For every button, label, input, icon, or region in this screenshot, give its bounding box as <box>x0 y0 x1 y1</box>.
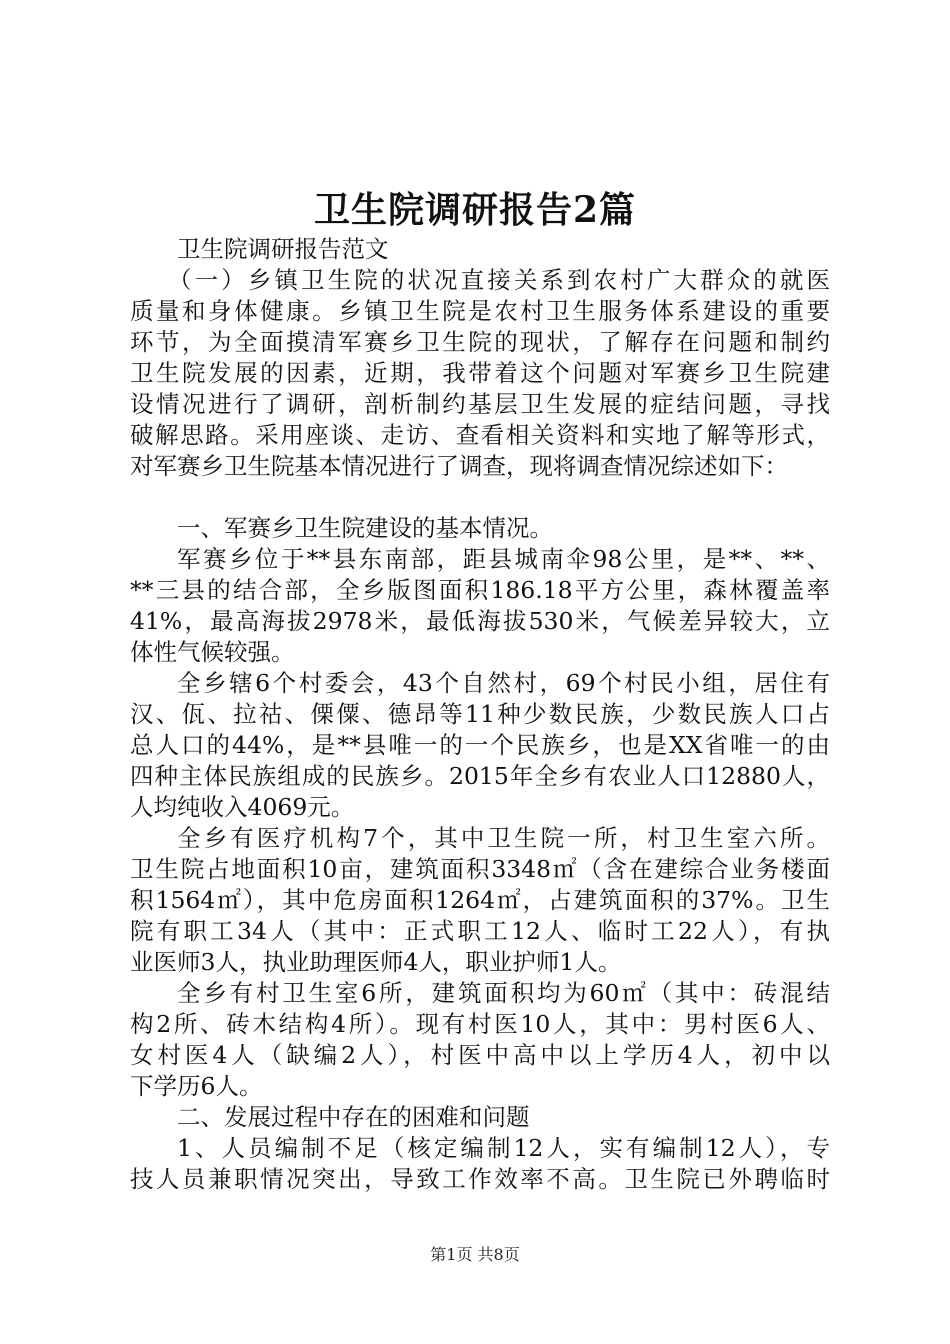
document-body <box>130 234 830 1195</box>
paragraph-line: 全乡辖6个村委会，43个自然村，69个村民小组，居住有 <box>177 669 830 697</box>
paragraph-line: 技人员兼职情况突出，导致工作效率不高。卫生院已外聘临时 <box>130 1165 830 1193</box>
page-footer: 第1页 共8页 <box>430 1245 520 1264</box>
paragraph-line: 破解思路。采用座谈、走访、查看相关资料和实地了解等形式， <box>130 421 830 449</box>
paragraph-line: 人均纯收入4069元。 <box>130 793 355 821</box>
paragraph-line: 对军赛乡卫生院基本情况进行了调查，现将调查情况综述如下： <box>130 452 788 480</box>
paragraph-line: **三县的结合部，全乡版图面积186.18平方公里，森林覆盖率 <box>130 576 830 604</box>
paragraph-line: 下学历6人。 <box>130 1072 263 1100</box>
paragraph-line: 卫生院发展的因素，近期，我带着这个问题对军赛乡卫生院建 <box>130 359 830 387</box>
paragraph-line: 1、人员编制不足（核定编制12人，实有编制12人），专 <box>177 1134 830 1162</box>
paragraph-line: 全乡有村卫生室6所，建筑面积均为60㎡（其中：砖混结 <box>177 979 830 1007</box>
section-heading: 一、军赛乡卫生院建设的基本情况。 <box>177 514 553 542</box>
paragraph-line: 院有职工34人（其中：正式职工12人、临时工22人），有执 <box>130 917 830 945</box>
blank-line <box>130 482 830 513</box>
paragraph-line: 总人口的44%，是**县唯一的一个民族乡，也是XX省唯一的由 <box>130 731 830 759</box>
paragraph-line: 业医师3人，执业助理医师4人，职业护师1人。 <box>130 948 622 976</box>
paragraph-line: 四种主体民族组成的民族乡。2015年全乡有农业人口12880人， <box>130 762 830 790</box>
paragraph-line: 构2所、砖木结构4所）。现有村医10人，其中：男村医6人、 <box>130 1010 830 1038</box>
section-heading: 二、发展过程中存在的困难和问题 <box>177 1103 530 1131</box>
paragraph-line: 41%，最高海拔2978米，最低海拔530米，气候差异较大，立 <box>130 607 830 635</box>
document-title: 卫生院调研报告2篇 <box>313 189 637 231</box>
paragraph-line: 女村医4人（缺编2人），村医中高中以上学历4人，初中以 <box>130 1041 830 1069</box>
paragraph-line: 全乡有医疗机构7个，其中卫生院一所，村卫生室六所。 <box>177 824 830 852</box>
paragraph-line: （一）乡镇卫生院的状况直接关系到农村广大群众的就医 <box>168 266 830 294</box>
paragraph-line: 汉、佤、拉祜、傈僳、德昂等11种少数民族，少数民族人口占 <box>130 700 830 728</box>
paragraph-line: 质量和身体健康。乡镇卫生院是农村卫生服务体系建设的重要 <box>130 297 830 325</box>
subtitle-line: 卫生院调研报告范文 <box>177 235 389 263</box>
paragraph-line: 积1564㎡），其中危房面积1264㎡，占建筑面积的37%。卫生 <box>130 886 830 914</box>
paragraph-line: 设情况进行了调研，剖析制约基层卫生发展的症结问题，寻找 <box>130 390 830 418</box>
paragraph-line: 卫生院占地面积10亩，建筑面积3348㎡（含在建综合业务楼面 <box>130 855 830 883</box>
paragraph-line: 体性气候较强。 <box>130 638 295 666</box>
paragraph-line: 环节，为全面摸清军赛乡卫生院的现状，了解存在问题和制约 <box>130 328 830 356</box>
paragraph-line: 军赛乡位于**县东南部，距县城南伞98公里，是**、**、 <box>177 545 830 573</box>
